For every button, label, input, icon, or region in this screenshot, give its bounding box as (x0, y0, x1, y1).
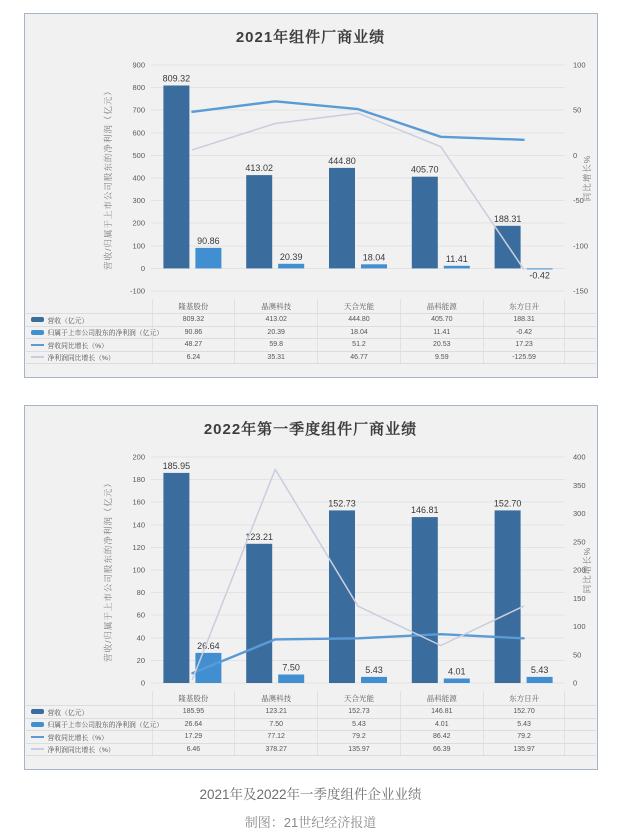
svg-text:152.70: 152.70 (493, 498, 521, 509)
table-cell: 5.43 (317, 719, 400, 731)
chart-panel-2022q1 (24, 405, 598, 770)
table-row-revenue-growth (26, 339, 596, 352)
svg-text:160: 160 (131, 497, 145, 507)
data-table-2022q1 (26, 691, 596, 756)
table-cell: 6.24 (152, 352, 235, 364)
svg-text:营收/归属于上市公司股东的净利润（亿元）: 营收/归属于上市公司股东的净利润（亿元） (102, 86, 113, 270)
category-label: 东方日升 (483, 691, 566, 705)
table-row-revenue-growth (26, 731, 596, 744)
svg-text:200: 200 (572, 565, 586, 575)
table-cell: 6.46 (152, 744, 235, 756)
legend-profit-growth-label: 净利润同比增长（%） (47, 355, 115, 363)
profit-bar-swatch-icon (31, 330, 44, 335)
svg-text:152.73: 152.73 (327, 498, 356, 509)
table-cell: 59.8 (234, 339, 317, 351)
svg-text:700: 700 (131, 105, 145, 115)
table-cell: 152.70 (483, 706, 566, 718)
table-cell: 185.95 (152, 706, 235, 718)
svg-text:200: 200 (131, 452, 145, 462)
table-right-spacer (565, 691, 595, 705)
table-cell: 123.21 (234, 706, 317, 718)
table-cell: 77.12 (234, 731, 317, 743)
svg-text:100: 100 (131, 565, 145, 575)
svg-text:413.02: 413.02 (244, 163, 273, 174)
table-cell: 146.81 (400, 706, 483, 718)
data-table-2021 (26, 299, 596, 364)
table-right-spacer (565, 314, 595, 326)
category-row (26, 299, 596, 314)
category-label: 晶澳科技 (234, 299, 317, 313)
revenue-bar-swatch-icon (31, 709, 44, 714)
table-cell: 51.2 (317, 339, 400, 351)
svg-text:600: 600 (131, 128, 145, 138)
table-cell: 86.42 (400, 731, 483, 743)
table-cell: 35.31 (234, 352, 317, 364)
svg-text:-100: -100 (129, 286, 145, 296)
category-row (26, 691, 596, 706)
table-right-spacer (565, 744, 595, 756)
legend-profit-growth (26, 352, 152, 362)
svg-text:800: 800 (131, 83, 145, 93)
svg-text:120: 120 (131, 542, 145, 552)
svg-text:200: 200 (131, 218, 145, 228)
svg-text:60: 60 (136, 610, 145, 620)
table-cell: 90.86 (152, 327, 235, 339)
svg-text:26.64: 26.64 (196, 640, 220, 651)
chart-title-2022q1: 2022年第一季度组件厂商业绩 (203, 421, 418, 438)
svg-text:809.32: 809.32 (162, 73, 190, 84)
svg-text:500: 500 (131, 150, 145, 160)
profit-bar-swatch-icon (31, 722, 44, 727)
legend-revenue-label: 营收（亿元） (47, 709, 89, 717)
svg-text:400: 400 (572, 452, 586, 462)
category-label: 天合光能 (317, 299, 400, 313)
table-row-profit-growth (26, 744, 596, 757)
svg-text:50: 50 (572, 105, 581, 115)
table-cell: 9.59 (400, 352, 483, 364)
panel-bottom-padding (25, 756, 597, 769)
svg-text:250: 250 (572, 537, 586, 547)
table-cell: 20.39 (234, 327, 317, 339)
svg-text:5.43: 5.43 (364, 664, 383, 675)
table-row-revenue (26, 706, 596, 719)
svg-text:400: 400 (131, 173, 145, 183)
svg-text:300: 300 (131, 196, 145, 206)
svg-text:18.04: 18.04 (362, 252, 385, 263)
svg-text:100: 100 (572, 622, 586, 631)
table-cell: 79.2 (483, 731, 566, 743)
table-right-spacer (565, 327, 595, 339)
svg-text:-150: -150 (572, 286, 588, 296)
svg-text:-0.42: -0.42 (528, 270, 550, 281)
table-cell: 4.01 (400, 719, 483, 731)
table-cell: 11.41 (400, 327, 483, 339)
legend-revenue-growth (26, 340, 152, 350)
svg-text:-50: -50 (572, 196, 584, 206)
legend-revenue-growth (26, 732, 152, 742)
table-cell: -125.59 (483, 352, 566, 364)
table-right-spacer (565, 706, 595, 718)
legend-revenue (26, 315, 152, 325)
category-label: 东方日升 (483, 299, 566, 313)
svg-text:11.41: 11.41 (445, 253, 468, 264)
table-cell: 5.43 (483, 719, 566, 731)
article-figure (0, 13, 621, 830)
svg-text:100: 100 (572, 60, 586, 70)
svg-text:150: 150 (572, 593, 586, 603)
category-label: 隆基股份 (152, 299, 235, 313)
legend-revenue-growth-label: 营收同比增长（%） (47, 734, 108, 742)
category-label: 晶科能源 (400, 691, 483, 705)
combo-chart-2021 (25, 51, 597, 299)
svg-text:188.31: 188.31 (493, 213, 521, 224)
figure-credit: 制图：21世纪经济报道 (244, 815, 377, 830)
svg-text:80: 80 (136, 588, 145, 598)
legend-net-profit (26, 327, 164, 338)
svg-text:900: 900 (131, 60, 145, 70)
table-row-net-profit (26, 719, 596, 732)
legend-net-profit-label: 归属于上市公司股东的净利润（亿元） (47, 330, 164, 338)
svg-text:350: 350 (572, 480, 586, 490)
svg-text:0: 0 (140, 263, 145, 273)
table-cell: 20.53 (400, 339, 483, 351)
table-right-spacer (565, 719, 595, 731)
svg-text:同比增长%: 同比增长% (581, 154, 592, 202)
profit-growth-line-swatch-icon (31, 748, 44, 750)
table-cell: 809.32 (152, 314, 235, 326)
svg-text:180: 180 (131, 475, 145, 485)
table-cell: -0.42 (483, 327, 566, 339)
table-right-spacer (565, 352, 595, 364)
category-label: 晶科能源 (400, 299, 483, 313)
chart-panel-2021 (24, 13, 598, 378)
legend-profit-growth-label: 净利润同比增长（%） (47, 747, 115, 755)
revenue-bar-swatch-icon (31, 317, 44, 322)
table-cell: 135.97 (483, 744, 566, 756)
table-right-spacer (565, 299, 595, 313)
svg-text:300: 300 (572, 509, 586, 518)
table-cell: 7.50 (234, 719, 317, 731)
table-cell: 17.29 (152, 731, 235, 743)
table-right-spacer (565, 339, 595, 351)
svg-text:146.81: 146.81 (410, 505, 439, 516)
table-cell: 26.64 (152, 719, 235, 731)
svg-text:0: 0 (572, 150, 577, 160)
svg-text:140: 140 (131, 520, 145, 530)
category-label: 晶澳科技 (234, 691, 317, 705)
table-cell: 79.2 (317, 731, 400, 743)
table-cell: 17.23 (483, 339, 566, 351)
table-cell: 152.73 (317, 706, 400, 718)
svg-text:90.86: 90.86 (196, 235, 220, 246)
svg-text:100: 100 (131, 241, 145, 251)
legend-revenue-label: 营收（亿元） (47, 317, 89, 325)
table-cell: 188.31 (483, 314, 566, 326)
table-cell: 378.27 (234, 744, 317, 756)
svg-text:0: 0 (572, 678, 577, 688)
legend-profit-growth (26, 744, 152, 754)
table-cell: 18.04 (317, 327, 400, 339)
table-row-profit-growth (26, 352, 596, 365)
category-label: 天合光能 (317, 691, 400, 705)
svg-text:营收/归属于上市公司股东的净利润（亿元）: 营收/归属于上市公司股东的净利润（亿元） (102, 478, 113, 662)
svg-text:5.43: 5.43 (530, 664, 548, 675)
table-row-revenue (26, 314, 596, 327)
legend-revenue-growth-label: 营收同比增长（%） (47, 342, 108, 350)
table-cell: 66.39 (400, 744, 483, 756)
svg-text:123.21: 123.21 (244, 531, 273, 542)
table-row-net-profit (26, 327, 596, 340)
svg-text:40: 40 (136, 633, 145, 643)
table-right-spacer (565, 731, 595, 743)
svg-text:405.70: 405.70 (410, 164, 439, 175)
svg-text:20.39: 20.39 (279, 251, 302, 262)
legend-net-profit (26, 719, 164, 730)
chart-title-2021: 2021年组件厂商业绩 (235, 29, 386, 46)
svg-text:185.95: 185.95 (162, 460, 190, 471)
svg-text:20: 20 (136, 655, 145, 665)
revenue-growth-line-swatch-icon (31, 344, 44, 346)
table-cell: 48.27 (152, 339, 235, 351)
table-cell: 46.77 (317, 352, 400, 364)
svg-text:444.80: 444.80 (327, 155, 356, 166)
table-cell: 405.70 (400, 314, 483, 326)
profit-growth-line-swatch-icon (31, 356, 44, 358)
revenue-growth-line-swatch-icon (31, 736, 44, 738)
svg-text:同比增长%: 同比增长% (581, 546, 592, 594)
table-cell: 135.97 (317, 744, 400, 756)
svg-text:0: 0 (140, 678, 145, 688)
table-cell: 413.02 (234, 314, 317, 326)
svg-text:7.50: 7.50 (281, 662, 300, 673)
panel-bottom-padding (25, 364, 597, 377)
figure-caption: 2021年及2022年一季度组件企业业绩 (199, 787, 422, 802)
svg-text:4.01: 4.01 (447, 666, 466, 677)
category-label: 隆基股份 (152, 691, 235, 705)
table-cell: 444.80 (317, 314, 400, 326)
combo-chart-2022q1 (25, 443, 597, 691)
svg-text:-100: -100 (572, 241, 588, 251)
legend-revenue (26, 707, 152, 717)
legend-net-profit-label: 归属于上市公司股东的净利润（亿元） (47, 722, 164, 730)
svg-text:50: 50 (572, 650, 581, 660)
